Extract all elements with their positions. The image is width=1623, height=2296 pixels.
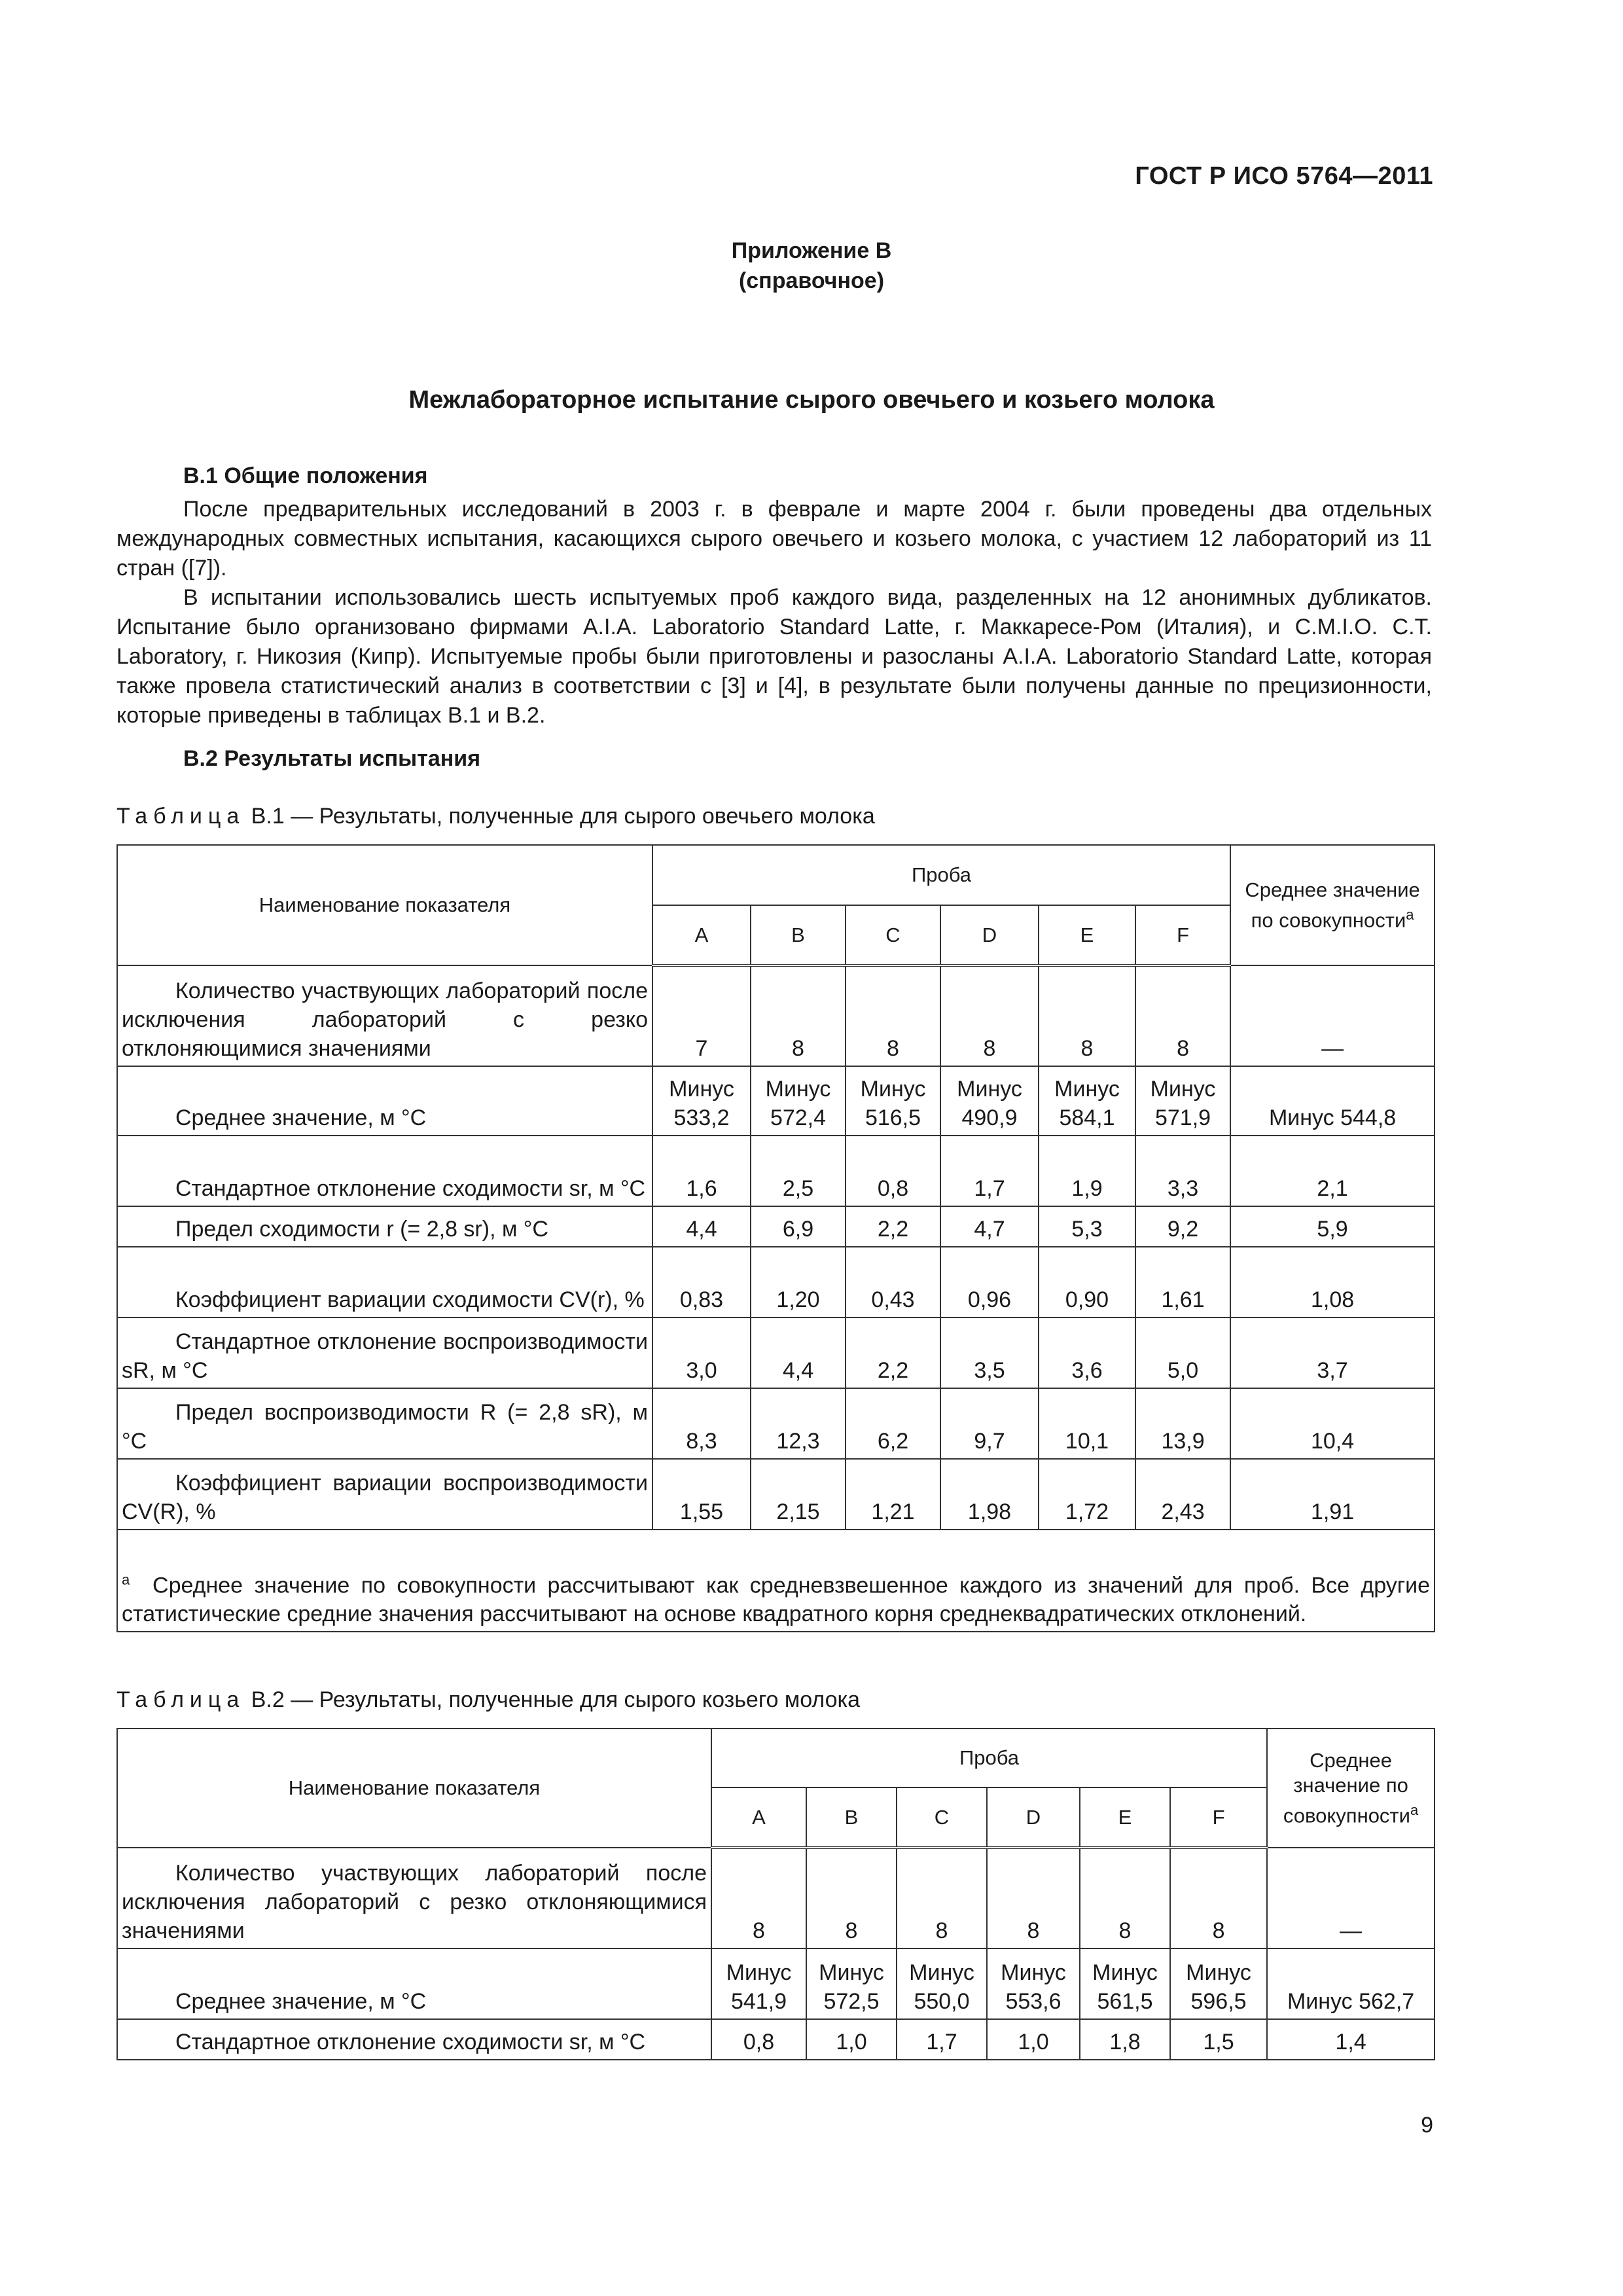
table-cell: 1,8 (1080, 2019, 1170, 2060)
table-cell: 1,9 (1039, 1136, 1135, 1206)
table2-sample-d: D (987, 1787, 1080, 1848)
table-cell: 1,7 (897, 2019, 987, 2060)
table2-caption (116, 1687, 860, 1713)
table2-header-sample: Проба (711, 1729, 1267, 1787)
table1-sample-e: E (1039, 905, 1135, 965)
table-cell: 8 (940, 965, 1039, 1066)
table1 (116, 844, 1435, 1632)
table-cell: 8 (1170, 1848, 1267, 1948)
table-cell: 1,0 (806, 2019, 897, 2060)
appendix-kind: (справочное) (738, 268, 885, 293)
table-cell: Минус 544,8 (1230, 1066, 1435, 1136)
table2-sample-e: E (1080, 1787, 1170, 1848)
table-row (117, 1459, 1435, 1530)
table-cell: 8 (1135, 965, 1230, 1066)
table-row (117, 2019, 1435, 2060)
table1-header-name: Наименование показателя (117, 845, 652, 965)
table2-row3-label: Стандартное отклонение сходимости sr, м °C (117, 2019, 711, 2060)
table-cell: 5,0 (1135, 1318, 1230, 1388)
table-cell: 1,5 (1170, 2019, 1267, 2060)
table1-footnote: $^a$ Среднее значение по совокупности рассчитывают как средневзвешенное каждого из значений для проб. Все другие статистические средние значения рассчитывают на основе квадратного корня среднеквадратических отклонений. (117, 1530, 1435, 1632)
table2-header-mean: Среднее значение по совокупности$^a$ (1267, 1729, 1435, 1848)
table-cell: 9,2 (1135, 1206, 1230, 1247)
table1-sample-d: D (940, 905, 1039, 965)
table2-row2-label: Среднее значение, м °C (117, 1948, 711, 2019)
table-row (117, 1136, 1435, 1206)
table-cell: 8 (1080, 1848, 1170, 1948)
table1-row4-label: Предел сходимости r (= 2,8 sr), м °C (117, 1206, 652, 1247)
table1-row8-label: Коэффициент вариации воспроизводимости CV(R), % (117, 1459, 652, 1530)
table2-sample-a: A (711, 1787, 806, 1848)
table1-caption (116, 804, 875, 829)
table-row (117, 1848, 1435, 1948)
table-cell: 0,90 (1039, 1247, 1135, 1318)
table-cell: 1,7 (940, 1136, 1039, 1206)
table-cell: 0,8 (846, 1136, 940, 1206)
table1-sample-a: A (652, 905, 751, 965)
table-cell: 1,0 (987, 2019, 1080, 2060)
paragraph-1: После предварительных исследований в 2003 г. в феврале и марте 2004 г. были проведены два отдельных международных совместных испытания, касающихся сырого овечьего и козьего молока, с участием 12 лабораторий из 11 стран ([7]). (116, 497, 1432, 581)
table-cell: 1,6 (652, 1136, 751, 1206)
table2-sample-b: B (806, 1787, 897, 1848)
table-row (117, 1318, 1435, 1388)
table1-row2-label: Среднее значение, м °C (117, 1066, 652, 1136)
table2-header-name: Наименование показателя (117, 1729, 711, 1848)
table2-sample-f: F (1170, 1787, 1267, 1848)
table2-caption-word: Таблица (116, 1687, 245, 1712)
table-cell: 6,2 (846, 1388, 940, 1459)
table-cell: 2,1 (1230, 1136, 1435, 1206)
table-row (117, 1948, 1435, 2019)
table-cell: Минус 561,5 (1080, 1948, 1170, 2019)
table-cell: 1,61 (1135, 1247, 1230, 1318)
table-cell: 1,08 (1230, 1247, 1435, 1318)
table-cell: Минус 584,1 (1039, 1066, 1135, 1136)
table-cell: 0,96 (940, 1247, 1039, 1318)
table1-row7-label: Предел воспроизводимости R (= 2,8 sR), м °C (117, 1388, 652, 1459)
table-cell: 5,3 (1039, 1206, 1135, 1247)
table-row (117, 1066, 1435, 1136)
table2 (116, 1728, 1435, 2060)
table-cell: 2,15 (751, 1459, 846, 1530)
table-cell: Минус 553,6 (987, 1948, 1080, 2019)
document-code: ГОСТ Р ИСО 5764—2011 (1135, 162, 1433, 190)
table-cell: 2,2 (846, 1206, 940, 1247)
table-cell: 4,4 (652, 1206, 751, 1247)
table-cell: Минус 596,5 (1170, 1948, 1267, 2019)
table-row (117, 1388, 1435, 1459)
table-cell: Минус 572,5 (806, 1948, 897, 2019)
table1-caption-rest: В.1 — Результаты, полученные для сырого овечьего молока (245, 804, 875, 829)
page-number: 9 (1421, 2113, 1433, 2138)
table-cell: 3,6 (1039, 1318, 1135, 1388)
table1-sample-b: B (751, 905, 846, 965)
table-cell: 1,21 (846, 1459, 940, 1530)
table-row (117, 965, 1435, 1066)
table-cell: 10,1 (1039, 1388, 1135, 1459)
table-cell: Минус 571,9 (1135, 1066, 1230, 1136)
section-b1-body (116, 495, 1432, 730)
section-b2-heading: В.2 Результаты испытания (183, 746, 481, 771)
table-row (117, 1247, 1435, 1318)
table-cell: 0,43 (846, 1247, 940, 1318)
table1-row6-label: Стандартное отклонение воспроизводимости sR, м °C (117, 1318, 652, 1388)
table-cell: 8 (846, 965, 940, 1066)
table-cell: 8,3 (652, 1388, 751, 1459)
table-row (117, 1206, 1435, 1247)
table2-row1-label: Количество участвующих лабораторий после исключения лабораторий с резко отклоняющимися значениями (117, 1848, 711, 1948)
table-cell: Минус 490,9 (940, 1066, 1039, 1136)
appendix-heading (0, 236, 1623, 296)
table-cell: 8 (751, 965, 846, 1066)
main-title: Межлабораторное испытание сырого овечьего и козьего молока (408, 386, 1215, 414)
table-cell: 4,4 (751, 1318, 846, 1388)
table-cell: 6,9 (751, 1206, 846, 1247)
table-cell: 1,98 (940, 1459, 1039, 1530)
table-cell: 1,91 (1230, 1459, 1435, 1530)
table2-caption-rest: В.2 — Результаты, полученные для сырого козьего молока (245, 1687, 861, 1712)
table-cell: Минус 541,9 (711, 1948, 806, 2019)
table-cell: — (1230, 965, 1435, 1066)
table-cell: 0,83 (652, 1247, 751, 1318)
table-cell: 3,5 (940, 1318, 1039, 1388)
section-b1-heading: В.1 Общие положения (183, 463, 428, 488)
table-cell: 4,7 (940, 1206, 1039, 1247)
table-cell: 1,4 (1267, 2019, 1435, 2060)
table-cell: 12,3 (751, 1388, 846, 1459)
table-cell: 2,43 (1135, 1459, 1230, 1530)
table-cell: 7 (652, 965, 751, 1066)
table2-sample-c: C (897, 1787, 987, 1848)
table1-row1-label: Количество участвующих лабораторий после исключения лабораторий с резко отклоняющимися значениями (117, 965, 652, 1066)
table1-caption-word: Таблица (116, 804, 245, 829)
table1-header-mean: Среднее значение по совокупности$^a$ (1230, 845, 1435, 965)
table-cell: 13,9 (1135, 1388, 1230, 1459)
table1-header-sample: Проба (652, 845, 1230, 905)
table-cell: 2,5 (751, 1136, 846, 1206)
table-cell: Минус 572,4 (751, 1066, 846, 1136)
appendix-title: Приложение В (731, 238, 892, 263)
table-cell: 0,8 (711, 2019, 806, 2060)
table-cell: 1,20 (751, 1247, 846, 1318)
table-cell: Минус 562,7 (1267, 1948, 1435, 2019)
table1-row3-label: Стандартное отклонение сходимости sr, м °C (117, 1136, 652, 1206)
table-cell: Минус 533,2 (652, 1066, 751, 1136)
table-cell: Минус 550,0 (897, 1948, 987, 2019)
table-cell: 1,55 (652, 1459, 751, 1530)
table-cell: 3,3 (1135, 1136, 1230, 1206)
table-cell: 8 (897, 1848, 987, 1948)
paragraph-2: В испытании использовались шесть испытуемых проб каждого вида, разделенных на 12 анонимных дубликатов. Испытание было организовано фирмами A.I.A. Laboratorio Standard Latte, г. Маккаресе-Ром (Италия), и C.M.I.O. C.T. Laboratory, г. Никозия (Кипр). Испытуемые пробы были приготовлены и разосланы A.I.A. Laboratorio Standard Latte, которая также провела статистический анализ в соответствии с [3] и [4], в результате были получены данные по прецизионности, которые приведены в таблицах В.1 и В.2. (116, 585, 1432, 728)
table-cell: 5,9 (1230, 1206, 1435, 1247)
table1-sample-c: C (846, 905, 940, 965)
table-cell: 8 (987, 1848, 1080, 1948)
table-cell: Минус 516,5 (846, 1066, 940, 1136)
table-cell: — (1267, 1848, 1435, 1948)
table-cell: 2,2 (846, 1318, 940, 1388)
table-cell: 3,0 (652, 1318, 751, 1388)
table-cell: 1,72 (1039, 1459, 1135, 1530)
table-cell: 8 (806, 1848, 897, 1948)
table-cell: 3,7 (1230, 1318, 1435, 1388)
table-row (117, 1530, 1435, 1632)
table-cell: 10,4 (1230, 1388, 1435, 1459)
table1-sample-f: F (1135, 905, 1230, 965)
table-cell: 8 (1039, 965, 1135, 1066)
table1-row5-label: Коэффициент вариации сходимости CV(r), % (117, 1247, 652, 1318)
table-cell: 8 (711, 1848, 806, 1948)
table-cell: 9,7 (940, 1388, 1039, 1459)
